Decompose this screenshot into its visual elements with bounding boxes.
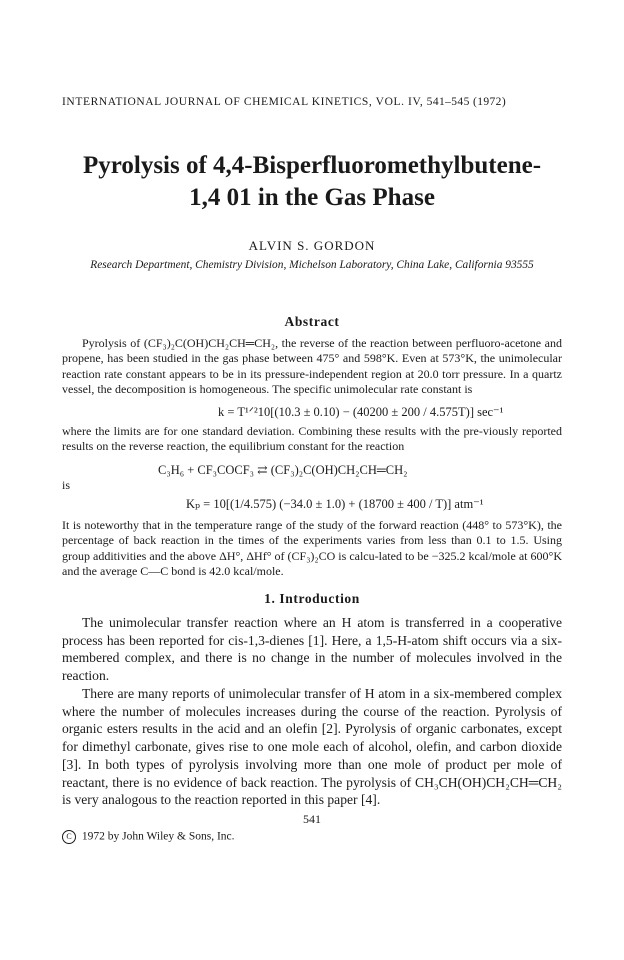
author-name: ALVIN S. GORDON	[248, 238, 376, 253]
journal-header	[62, 96, 506, 108]
paper-title-line-2: 1,4 01 in the Gas Phase	[189, 184, 435, 211]
page-number: 541	[303, 812, 321, 826]
introduction-heading: 1. Introduction	[264, 591, 360, 606]
copyright-text: 1972 by John Wiley & Sons, Inc.	[81, 830, 235, 843]
abstract-paragraph-1: Pyrolysis of (CF₃)₂C(OH)CH₂CH═CH₂, the reverse of the reaction between perfluoro-acetone and propene, has been studied in the gas phase between 475° and 598°K. Even at 573°K, the unimolecular reaction rate constant appears to be in its pressure-independent region at 20.0 torr pressure. In a quartz vessel, the decomposition is homogeneous. The specific unimolecular rate constant is	[62, 336, 562, 397]
author-affiliation: Research Department, Chemistry Division, Michelson Laboratory, China Lake, California 93555	[90, 259, 534, 271]
introduction-paragraph-2: There are many reports of unimolecular transfer of H atom in a six-membered complex where the number of molecules increases during the course of the reaction. Pyrolysis of organic esters results in the acid and an olefin [2]. Pyrolysis of organic carbonates, except for dimethyl carbonate, gives rise to one mole each of alcohol, olefin, and carbon dioxide [3]. In both types of pyrolysis involving more than one mole of product per mole of reactant, there is no evidence of back reaction. The pyrolysis of CH₃CH(OH)CH₂CH═CH₂ is very analogous to the reaction reported in this paper [4].	[62, 686, 562, 808]
rate-constant-equation: k = T¹ᐟ²10[(10.3 ± 0.10) − (40200 ± 200 / 4.575T)] sec⁻¹	[218, 405, 504, 419]
journal-pages: 541–545 (1972)	[426, 96, 507, 108]
copyright-icon: C	[62, 830, 76, 844]
reaction-equation: C₃H₆ + CF₃COCF₃ ⇄ (CF₃)₂C(OH)CH₂CH═CH₂	[158, 463, 408, 477]
introduction-paragraph-1: The unimolecular transfer reaction where an H atom is transferred in a cooperative process has been reported for cis-1,3-dienes [1]. Here, a 1,5-H-atom shift occurs via a six-membered complex, and there is no change in the number of molecules involved in the reaction.	[62, 615, 562, 684]
paper-title-line-1: Pyrolysis of 4,4-Bisperfluoromethylbutene-	[82, 152, 542, 179]
journal-name: INTERNATIONAL JOURNAL OF CHEMICAL KINETICS, VOL. IV,	[62, 96, 424, 108]
abstract-heading: Abstract	[284, 314, 340, 329]
abstract-paragraph-2: where the limits are for one standard deviation. Combining these results with the pre-viously reported results on the reverse reaction, the equilibrium constant for the reaction	[62, 424, 562, 454]
abstract-paragraph-3: It is noteworthy that in the temperature range of the study of the forward reaction (448° to 573°K), the percentage of back reaction in the times of the experiments varies from less than 0.1 to 1.5. Using group additivities and the above ΔH°, ΔHf° of (CF₃)₂CO is calcu-lated to be −325.2 kcal/mole at 600°K and the average C—C bond is 42.0 kcal/mole.	[62, 518, 562, 579]
copyright-notice	[62, 830, 235, 844]
equilibrium-constant-equation: Kₚ = 10[(1/4.575) (−34.0 ± 1.0) + (18700 ± 400 / T)] atm⁻¹	[186, 497, 484, 511]
abstract-is: is	[62, 478, 71, 492]
